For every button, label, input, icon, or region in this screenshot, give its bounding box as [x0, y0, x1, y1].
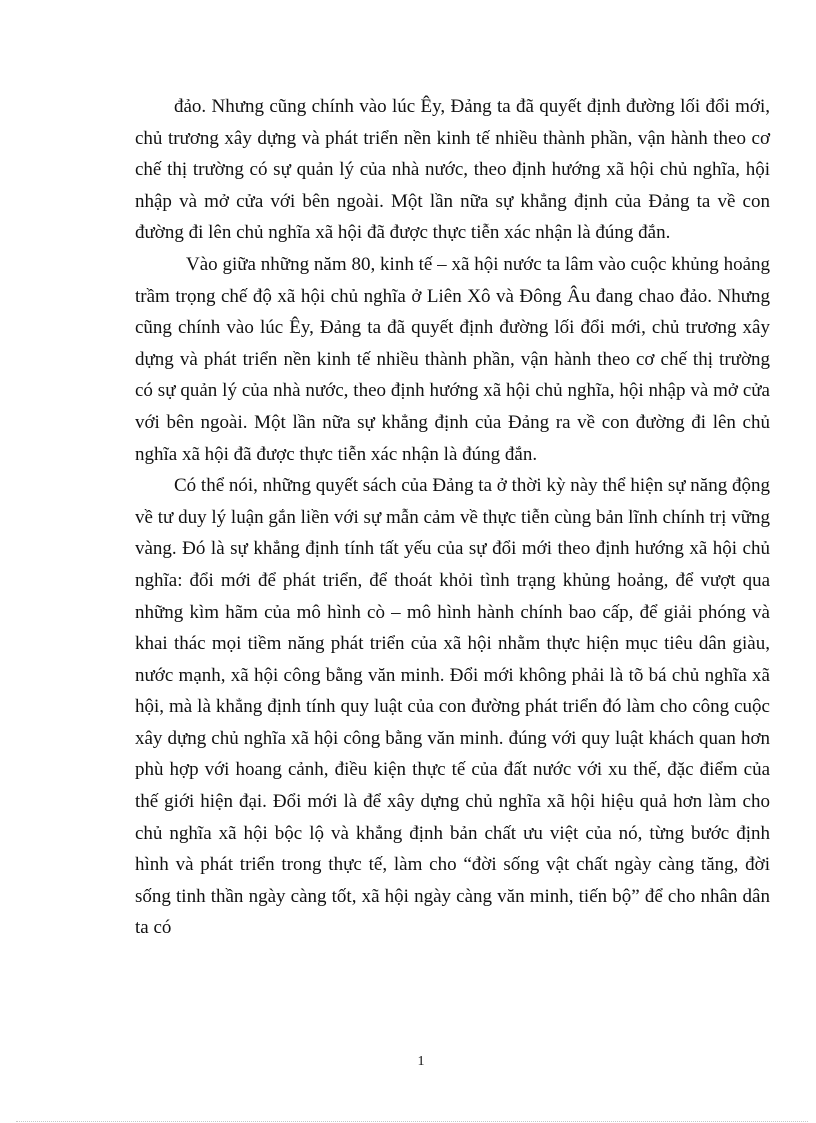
- page-number: 1: [417, 1054, 425, 1069]
- document-body: [135, 91, 770, 944]
- paragraph: Vào giữa những năm 80, kinh tế – xã hội nước ta lâm vào cuộc khủng hoảng trầm trọng chế độ xã hội chủ nghĩa ở Liên Xô và Đông Âu đang chao đảo. Nhưng cũng chính vào lúc Êy, Đảng ta đã quyết định đường lối đổi mới, chủ trương xây dựng và phát triển nền kinh tế nhiều thành phần, vận hành theo cơ chế thị trường có sự quản lý của nhà nước, theo định hướng xã hội chủ nghĩa, hội nhập và mở cửa với bên ngoài. Một lần nữa sự khẳng định của Đảng ra về con đường đi lên chủ nghĩa xã hội đã được thực tiễn xác nhận là đúng đắn.: [135, 253, 770, 465]
- paragraph: đảo. Nhưng cũng chính vào lúc Êy, Đảng ta đã quyết định đường lối đổi mới, chủ trương xây dựng và phát triển nền kinh tế nhiều thành phần, vận hành theo cơ chế thị trường có sự quản lý của nhà nước, theo định hướng xã hội chủ nghĩa, hội nhập và mở cửa với bên ngoài. Một lần nữa sự khẳng định của Đảng ta về con đường đi lên chủ nghĩa xã hội đã được thực tiễn xác nhận là đúng đắn.: [135, 96, 770, 244]
- page-break-divider: [16, 1121, 808, 1122]
- paragraph: Có thể nói, những quyết sách của Đảng ta ở thời kỳ này thể hiện sự năng động về tư duy lý luận gắn liền với sự mẫn cảm về thực tiễn cùng bản lĩnh chính trị vững vàng. Đó là sự khẳng định tính tất yếu của sự đổi mới theo định hướng xã hội chủ nghĩa: đổi mới để phát triển, để thoát khỏi tình trạng khủng hoảng, để vượt qua những kìm hãm của mô hình cò – mô hình hành chính bao cấp, để giải phóng và khai thác mọi tiềm năng phát triển của xã hội nhằm thực hiện mục tiêu dân giàu, nước mạnh, xã hội công bằng văn minh. Đổi mới không phải là tõ bá chủ nghĩa xã hội, mà là khẳng định tính quy luật của con đường phát triển đó làm cho công cuộc xây dựng chủ nghĩa xã hội công bằng văn minh. đúng với quy luật khách quan hơn phù hợp với hoang cảnh, điều kiện thực tế của đất nước với xu thế, đặc điểm của thế giới hiện đại. Đổi mới là để xây dựng chủ nghĩa xã hội hiệu quả hơn làm cho chủ nghĩa xã hội bộc lộ và khẳng định bản chất ưu việt của nó, từng bước định hình và phát triển trong thực tế, làm cho “đời sống vật chất ngày càng tăng, đời sống tinh thần ngày càng tốt, xã hội ngày càng văn minh, tiến bộ” để cho nhân dân ta có: [135, 475, 770, 939]
